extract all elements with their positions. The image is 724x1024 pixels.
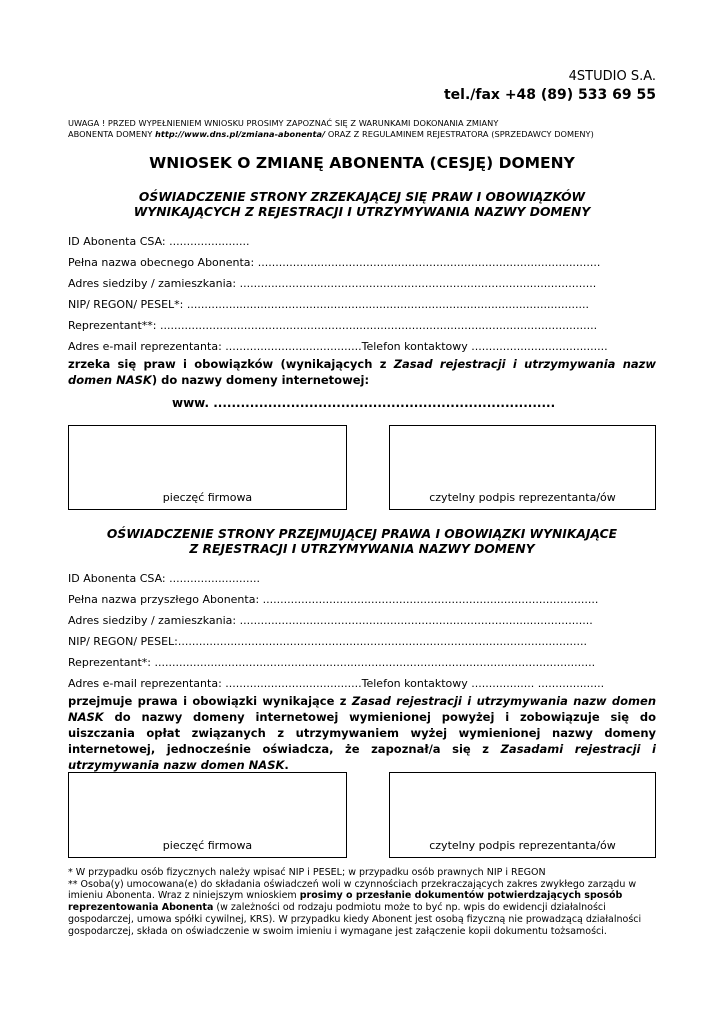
s1-field-reprezentant[interactable]: Reprezentant**: ............................................................................................................................. — [68, 319, 598, 332]
s2-statement-text-2: do nazwy domeny internetowej wymienionej powyżej i zobowiązuje się do uiszczania opłat związanych z utrzymywaniem wyżej wymienionej nazwy domeny internetowej, jednocześnie oświadcza, że zapoznał/a się z — [68, 710, 656, 756]
footnote-2-text-2: (w zależności od rodzaju podmiotu może to być np. wpis do ewidencji działalności gospodarczej, umowa spółki cywilnej, KRS). W przypadku kiedy Abonent jest osobą fizyczną nie prowadzącą działalności gospodarczej, składa on oświadczenie w swoim imieniu i wymagane jest załączenie kopii dokumentu tożsamości. — [68, 902, 642, 937]
s2-statement-text-1: przejmuje prawa i obowiązki wynikające z — [68, 694, 352, 708]
s1-field-email-telefon[interactable]: Adres e-mail reprezentanta: .......................................Telefon kontaktowy ....................................... — [68, 340, 608, 353]
s1-field-id-abonenta[interactable]: ID Abonenta CSA: ....................... — [68, 235, 250, 248]
warning-note — [68, 118, 594, 140]
footnote-2 — [68, 879, 654, 938]
company-header — [444, 68, 656, 104]
s2-field-nazwa-abonenta[interactable]: Pełna nazwa przyszłego Abonenta: ................................................................................................ — [68, 593, 599, 606]
section1-heading-line-1: OŚWIADCZENIE STRONY ZRZEKAJĄCEJ SIĘ PRAW I OBOWIĄZKÓW — [138, 190, 586, 204]
s1-stamp-box[interactable] — [68, 425, 347, 510]
warning-line-2 — [68, 129, 594, 140]
warning-line-2-prefix: ABONENTA DOMENY — [68, 129, 153, 139]
s2-field-reprezentant[interactable]: Reprezentant*: .............................................................................................................................. — [68, 656, 596, 669]
footnote-2-bold: prosimy o przesłanie dokumentów potwierdzających sposób reprezentowania Abonenta — [68, 890, 623, 914]
footnote-2-text-1: ** Osoba(y) umocowana(e) do składania oświadczeń woli w czynnościach przekraczających zakres zwykłego zarządu w imieniu Abonenta. Wraz z niniejszym wnioskiem — [68, 878, 637, 902]
company-name: 4STUDIO S.A. — [568, 69, 656, 84]
s2-stamp-label: pieczęć firmowa — [162, 839, 253, 852]
section1-heading — [68, 190, 656, 220]
s1-statement-text-1: zrzeka się praw i obowiązków (wynikających z — [68, 357, 394, 371]
s1-field-adres[interactable]: Adres siedziby / zamieszkania: ...................................................................................................... — [68, 277, 597, 290]
s2-field-nip-regon-pesel[interactable]: NIP/ REGON/ PESEL:..................................................................................................................... — [68, 635, 587, 648]
warning-line-1: UWAGA ! PRZED WYPEŁNIENIEM WNIOSKU PROSIMY ZAPOZNAĆ SIĘ Z WARUNKAMI DOKONANIA ZMIANY — [68, 118, 499, 128]
s1-signature-label: czytelny podpis reprezentanta/ów — [429, 491, 616, 504]
s2-statement-italic-2: Zasadami rejestracji i utrzymywania nazw domen NASK — [68, 742, 657, 772]
section2-heading — [68, 527, 656, 557]
s2-statement-italic-1: Zasad rejestracji i utrzymywania nazw domen NASK — [68, 694, 657, 724]
footnotes — [68, 867, 654, 937]
s1-statement-italic-1: Zasad rejestracji i utrzymywania nazw domen NASK — [68, 357, 656, 387]
s2-field-id-abonenta[interactable]: ID Abonenta CSA: .......................... — [68, 572, 261, 585]
section2-statement — [68, 693, 656, 773]
section2-heading-line-2: Z REJESTRACJI I UTRZYMYWANIA NAZWY DOMENY — [189, 542, 535, 556]
s2-statement-text-3: . — [284, 758, 289, 772]
section1-heading-line-2: WYNIKAJĄCYCH Z REJESTRACJI I UTRZYMYWANIA NAZWY DOMENY — [133, 205, 591, 219]
s1-statement-text-2: ) do nazwy domeny internetowej: — [151, 373, 370, 387]
s2-field-email-telefon[interactable]: Adres e-mail reprezentanta: .......................................Telefon kontaktowy .................. ................... — [68, 677, 605, 690]
s1-stamp-label: pieczęć firmowa — [162, 491, 253, 504]
s2-signature-label: czytelny podpis reprezentanta/ów — [429, 839, 616, 852]
footnote-1: * W przypadku osób fizycznych należy wpisać NIP i PESEL; w przypadku osób prawnych NIP i REGON — [68, 867, 546, 878]
rules-url-link[interactable]: http://www.dns.pl/zmiana-abonenta/ — [155, 129, 326, 139]
section2-heading-line-1: OŚWIADCZENIE STRONY PRZEJMUJĄCEJ PRAWA I OBOWIĄZKI WYNIKAJĄCE — [106, 527, 618, 541]
s1-signature-box[interactable] — [389, 425, 656, 510]
s1-field-nazwa-abonenta[interactable]: Pełna nazwa obecnego Abonenta: .................................................................................................. — [68, 256, 601, 269]
s1-field-nip-regon-pesel[interactable]: NIP/ REGON/ PESEL*: ................................................................................................................... — [68, 298, 589, 311]
s2-stamp-box[interactable] — [68, 772, 347, 858]
company-phone: tel./fax +48 (89) 533 69 55 — [443, 87, 656, 103]
section1-statement — [68, 356, 656, 388]
document-title: WNIOSEK O ZMIANĘ ABONENTA (CESJĘ) DOMENY — [149, 154, 575, 172]
s2-field-adres[interactable]: Adres siedziby / zamieszkania: ..................................................................................................... — [68, 614, 593, 627]
domain-name-field[interactable]: www. ........................................................................... — [172, 396, 556, 410]
warning-line-2-suffix: ORAZ Z REGULAMINEM REJESTRATORA (SPRZEDAWCY DOMENY) — [327, 129, 594, 139]
s2-signature-box[interactable] — [389, 772, 656, 858]
